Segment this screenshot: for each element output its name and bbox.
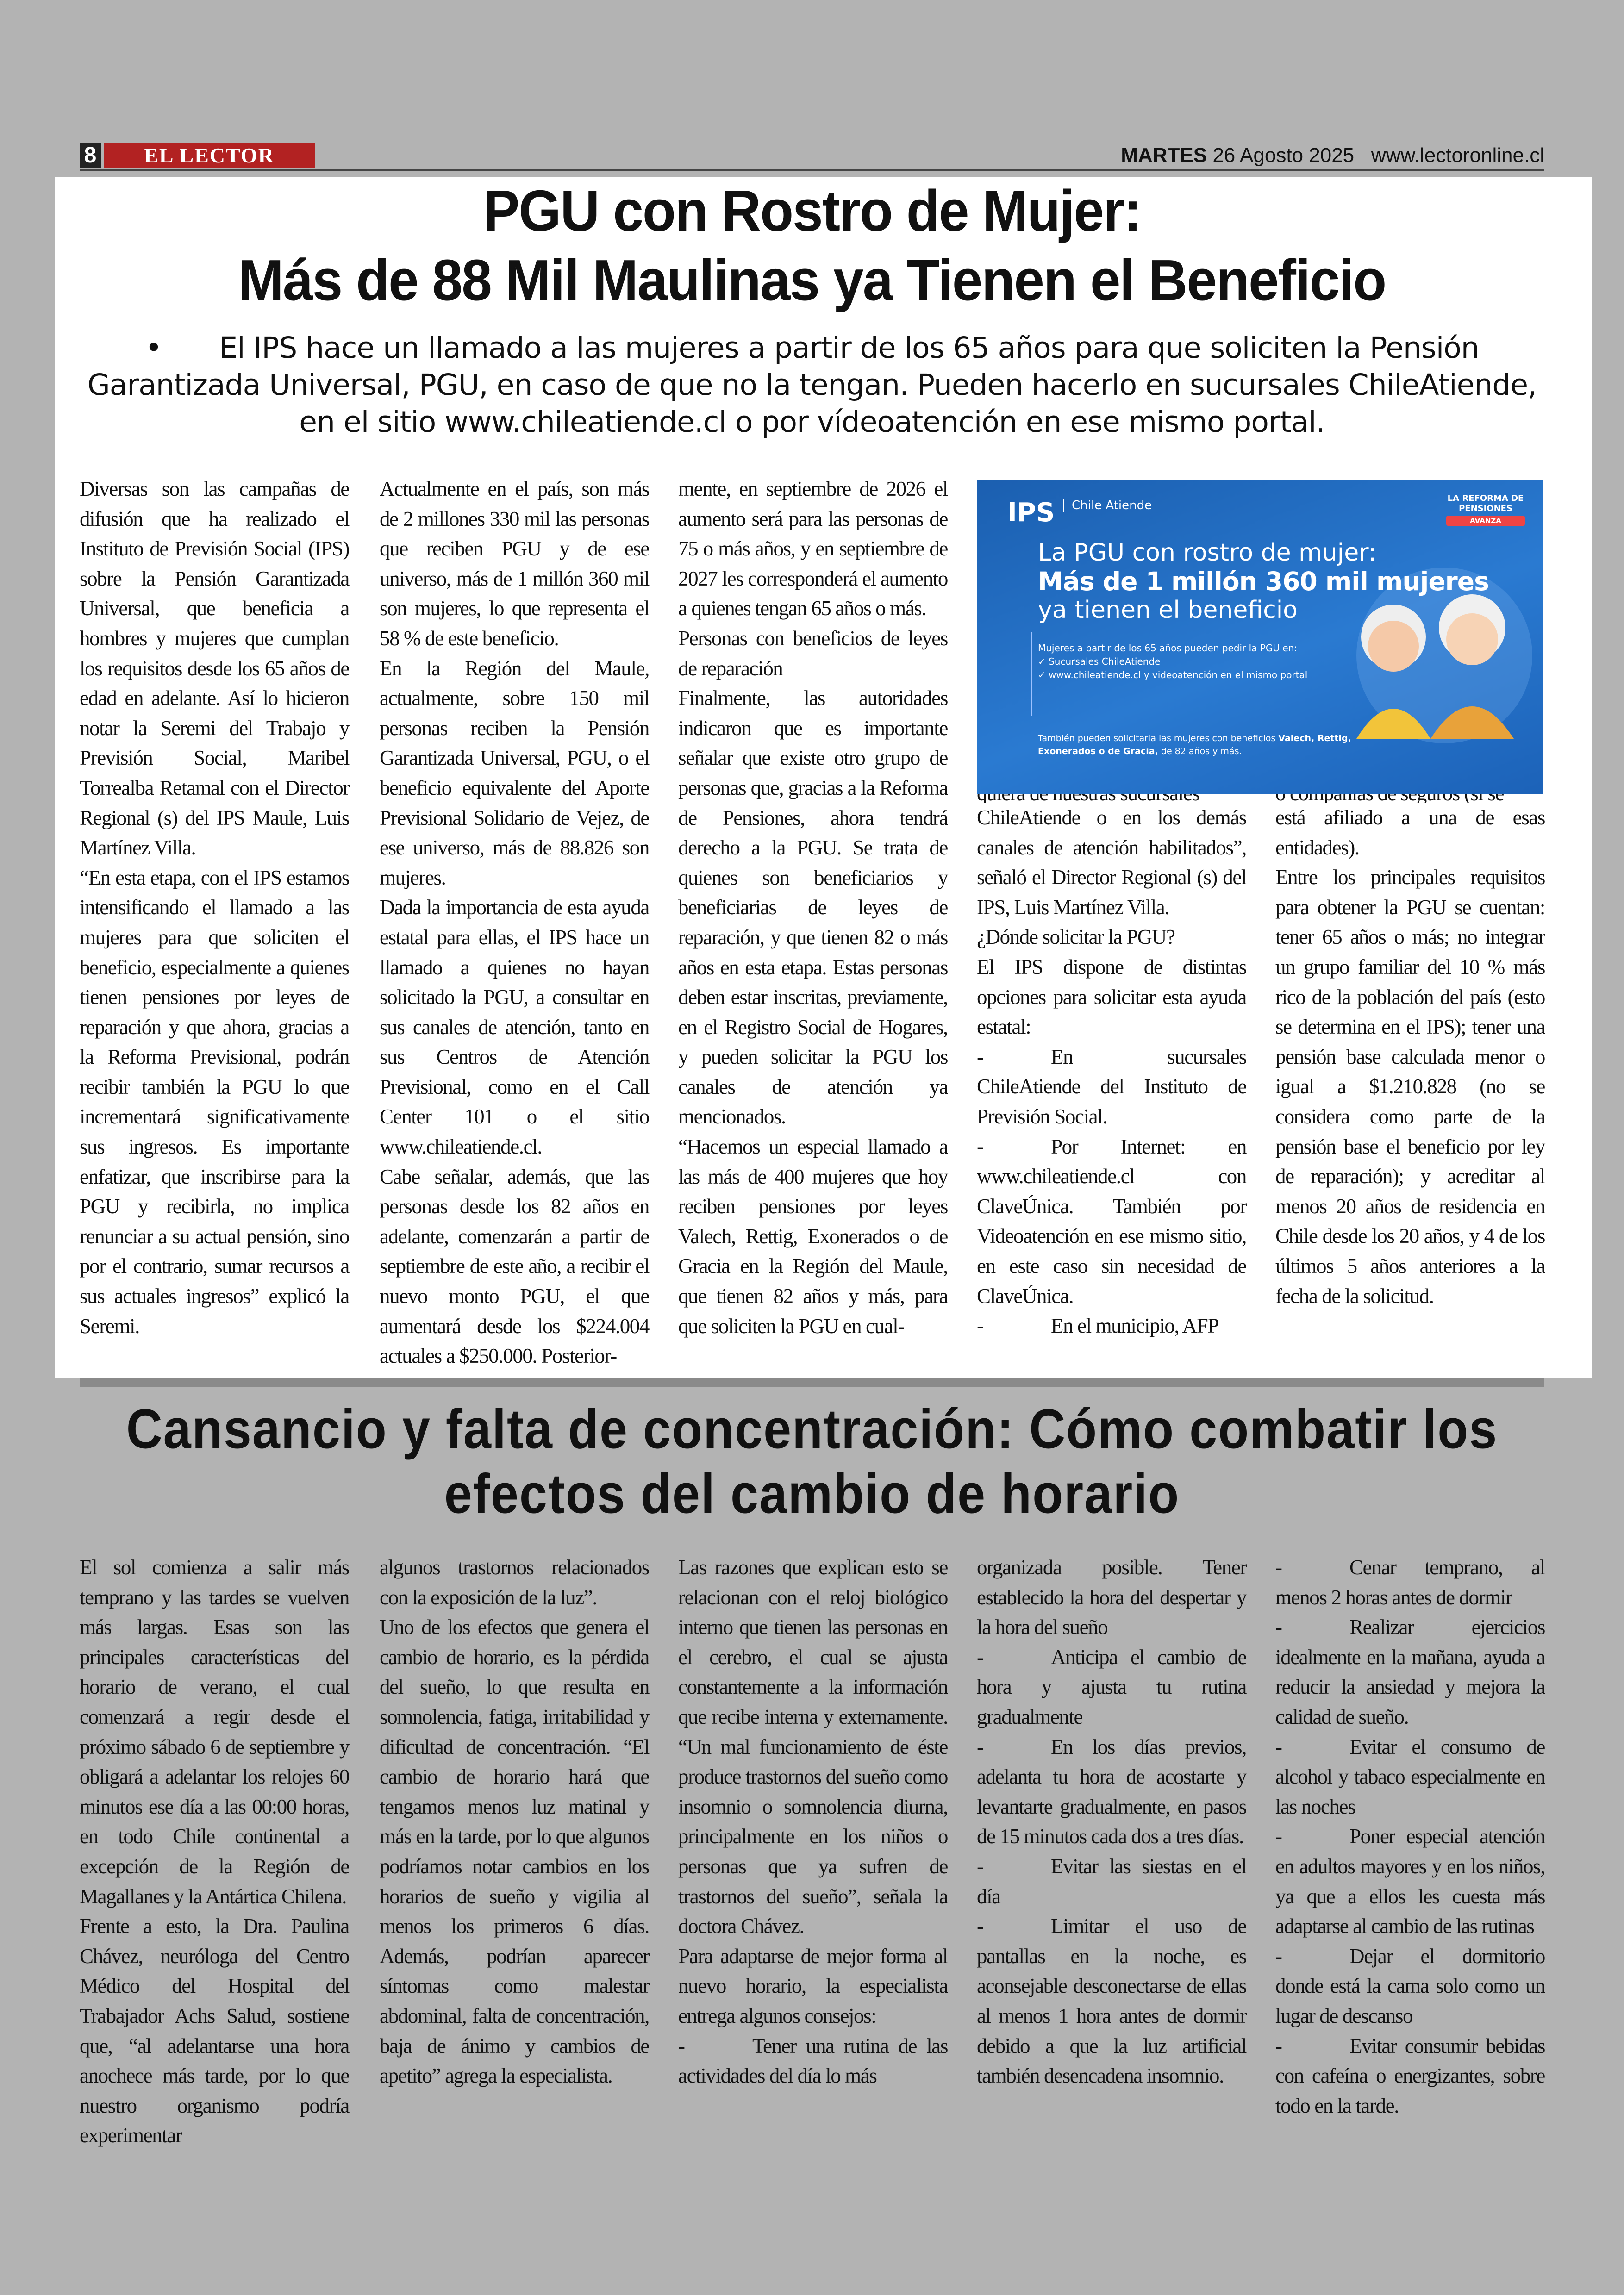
article1-column-3: [678, 474, 948, 1341]
page-header: [80, 141, 1544, 168]
article1-subtitle-text: El IPS hace un llamado a las mujeres a partir de los 65 años para que soliciten la Pensión Garantizada Universal, PGU, en caso de que no la tengan. Pueden hacerlo en sucursales ChileAtiende, en el sitio www.chileatiende.cl o por vídeoatención en ese mismo portal.: [87, 331, 1537, 439]
article2-column-1: [80, 1553, 349, 2151]
dash: -: [977, 1854, 983, 1878]
ips-logo: IPS: [1007, 498, 1055, 528]
header-divider: [80, 169, 1544, 171]
paragraph: Uno de los efectos que genera el cambio de horario, es la pérdida del sueño, lo que resulta en somnolencia, fatiga, irritabilidad y dificultad de concentración. “El cambio de horario hará que tengamos menos luz matinal y más en la tarde, por lo que algunos podríamos notar cambios en los horarios de sueño y vigilia al menos los primeros 6 días. Además, podrían aparecer síntomas como malestar abdominal, falta de concentración, baja de ánimo y cambios de apetito” agrega la especialista.: [380, 1615, 649, 2088]
issue-date: [1121, 143, 1544, 168]
list-item: - Cenar temprano, al menos 2 horas antes de dormir: [1275, 1553, 1545, 1612]
article1-column-5: [1275, 803, 1545, 1311]
paragraph: Diversas son las campañas de difusión que ha realizado el Instituto de Previsión Social (IPS) sobre la Pensión Garantizada Universal, que beneficia a hombres y mujeres que cumplan los requisitos desde los 65 años de edad en adelante. Así lo hicieron notar la Seremi del Trabajo y Previsión Social, Maribel Torrealba Retamal con el Director Regional (s) del IPS Maule, Luis Martínez Villa.: [80, 477, 349, 860]
list-item: - Anticipa el cambio de hora y ajusta tu rutina gradualmente: [977, 1642, 1246, 1732]
paragraph: Frente a esto, la Dra. Paulina Chávez, neuróloga del Centro Médico del Hospital del Trabajador Achs Salud, sostiene que, “al adelantarse una hora anochece más tarde, por lo que nuestro organismo podría experimentar: [80, 1915, 349, 2147]
banner-divider: [1031, 632, 1032, 716]
banner-line2: Más de 1 millón 360 mil mujeres: [1038, 567, 1489, 596]
dash: -: [678, 2034, 685, 2058]
chileatiende-logo: Chile Atiende: [1063, 499, 1152, 512]
paragraph: está afiliado a una de esas entidades).: [1275, 806, 1545, 859]
bullet-icon: •: [145, 331, 162, 365]
article2-title-line2: efectos del cambio de horario: [444, 1462, 1180, 1525]
banner-line3: ya tienen el beneficio: [1038, 596, 1298, 624]
paragraph: El sol comienza a salir más temprano y las tardes se vuelven más largas. Esas son las principales características del horario de verano, el cual comenzará a regir desde el próximo sábado 6 de septiembre y obligará a adelantar los relojes 60 minutos ese día a las 00:00 horas, en todo Chile continental a excepción de la Región de Magallanes y la Antártica Chilena.: [80, 1556, 349, 1908]
article1-column-4: [977, 803, 1246, 1341]
list-item: - Dejar el dormitorio donde está la cama solo como un lugar de descanso: [1275, 1941, 1545, 2031]
list-item: - Evitar consumir bebidas con cafeína o energizantes, sobre todo en la tarde.: [1275, 2031, 1545, 2121]
dash: -: [1275, 1615, 1282, 1639]
dash: -: [1275, 1825, 1282, 1848]
paragraph: Para adaptarse de mejor forma al nuevo horario, la especialista entrega algunos consejos:: [678, 1944, 948, 2027]
article1-column-2: [380, 474, 649, 1371]
dash: -: [977, 1645, 983, 1669]
paragraph: “En esta etapa, con el IPS estamos intensificando el llamado a las mujeres para que soliciten el beneficio, especialmente a quienes tienen pensiones por leyes de reparación y que ahora, gracias a la Reforma Previsional, podrán recibir también la PGU lo que incrementará significativamente sus ingresos. Es importante enfatizar, que inscribirse para la PGU y recibirla, no implica renunciar a su actual pensión, sino por el contrario, sumar recursos a sus actuales ingresos” explicó la Seremi.: [80, 866, 349, 1338]
dash: -: [977, 1045, 983, 1068]
dash: -: [977, 1735, 983, 1759]
paragraph: En la Región del Maule, actualmente, sobre 150 mil personas reciben la Pensión Garantizada Universal, PGU, o el beneficio equivalente del Aporte Previsional Solidario de Vejez, de ese universo, más de 88.826 son mujeres.: [380, 656, 649, 889]
article2-column-4: [977, 1553, 1246, 2091]
banner-info: Mujeres a partir de los 65 años pueden pedir la PGU en: ✓ Sucursales ChileAtiende ✓ www.chileatiende.cl y videoatención en el mismo portal: [1038, 642, 1308, 680]
paragraph: organizada posible. Tener establecido la hora del despertar y la hora del sueño: [977, 1556, 1246, 1639]
paragraph: Finalmente, las autoridades indicaron que es importante señalar que existe otro grupo de personas que, gracias a la Reforma de Pensiones, ahora tendrá derecho a la PGU. Se trata de quienes son beneficiarios y beneficiarias de leyes de reparación, y que tienen 82 o más años en esta etapa. Estas personas deben estar inscritas, previamente, en el Registro Social de Hogares, y pueden solicitar la PGU los canales de atención ya mencionados.: [678, 686, 948, 1129]
dash: -: [977, 1135, 983, 1158]
paragraph: “Hacemos un especial llamado a las más de 400 mujeres que hoy reciben pensiones por leyes Valech, Rettig, Exonerados o de Gracia en la Región del Maule, que tienen 82 años y más, para que soliciten la PGU en cual-: [678, 1135, 948, 1338]
list-item: - Realizar ejercicios idealmente en la mañana, ayuda a reducir la ansiedad y mejora la calidad de sueño.: [1275, 1612, 1545, 1732]
ips-promo-banner: [977, 480, 1543, 794]
page-number: 8: [80, 143, 101, 168]
dash: -: [1275, 1735, 1282, 1759]
dash: -: [977, 1915, 983, 1938]
dash: -: [1275, 1944, 1282, 1968]
list-item: - Tener una rutina de las actividades del día lo más: [678, 2031, 948, 2091]
list-item: - En el municipio, AFP: [977, 1311, 1246, 1341]
list-item: - Evitar las siestas en el día: [977, 1852, 1246, 1911]
banner-line1: La PGU con rostro de mujer:: [1038, 539, 1377, 567]
paragraph: Dada la importancia de esta ayuda estatal para ellas, el IPS hace un llamado a quienes no hayan solicitado la PGU, a consultar en sus canales de atención, tanto en sus Centros de Atención Previsional, como en el Call Center 101 o el sitio www.chileatiende.cl.: [380, 896, 649, 1159]
paragraph: algunos trastornos relacionados con la exposición de la luz”.: [380, 1556, 649, 1609]
list-item: - Poner especial atención en adultos mayores y en los niños, ya que a ellos les cuesta más adaptarse al cambio de las rutinas: [1275, 1821, 1545, 1941]
dash: -: [1275, 1556, 1282, 1579]
weekday: MARTES: [1121, 144, 1207, 167]
reform-tag: LA REFORMA DE PENSIONES AVANZA: [1446, 493, 1525, 526]
list-item: - En los días previos, adelanta tu hora de acostarte y levantarte gradualmente, en pasos de 15 minutos cada dos a tres días.: [977, 1732, 1246, 1852]
paragraph: El IPS dispone de distintas opciones para solicitar esta ayuda estatal:: [977, 955, 1246, 1039]
article1-column-1: [80, 474, 349, 1341]
paragraph: Entre los principales requisitos para obtener la PGU se cuentan: tener 65 años o más; no integrar un grupo familiar del 10 % más rico de la población del país (esto se determina en el IPS); tener una pensión base calculada menor o igual a $1.210.828 (no se considera como parte de la pensión base el beneficio por ley de reparación); y acreditar al menos 20 años de residencia en Chile desde los 20 años, y 4 de los últimos 5 años anteriores a la fecha de la solicitud.: [1275, 866, 1545, 1308]
article1-title-line1: PGU con Rostro de Mujer:: [483, 179, 1141, 243]
article2-column-2: [380, 1553, 649, 2091]
list-item: - En sucursales ChileAtiende del Instituto de Previsión Social.: [977, 1042, 1246, 1132]
subheading: ¿Dónde solicitar la PGU?: [977, 925, 1175, 949]
list-item: - Limitar el uso de pantallas en la noche, es aconsejable desconectarse de ellas al menos 1 hora antes de dormir debido a que la luz artificial también desencadena insomnio.: [977, 1911, 1246, 2091]
paragraph: Cabe señalar, además, que las personas desde los 82 años en adelante, comenzarán a partir de septiembre de este año, a recibir el nuevo monto PGU, el que aumentará desde los $224.004 actuales a $250.000. Posterior-: [380, 1165, 649, 1368]
article1-title-line2: Más de 88 Mil Maulinas ya Tienen el Beneficio: [238, 248, 1386, 313]
article2-title-line1: Cansancio y falta de concentración: Cómo combatir los: [126, 1397, 1498, 1460]
section-divider: [80, 1378, 1544, 1387]
date: 26 Agosto 2025: [1212, 144, 1355, 167]
article2-column-5: [1275, 1553, 1545, 2120]
dash: -: [1275, 2034, 1282, 2058]
subheading: Personas con beneficios de leyes de reparación: [678, 626, 948, 680]
paragraph: mente, en septiembre de 2026 el aumento será para las personas de 75 o más años, y en septiembre de 2027 les corresponderá el aumento a quienes tengan 65 años o más.: [678, 477, 948, 620]
list-item: - Por Internet: en www.chileatiende.cl con ClaveÚnica. También por Videoatención en ese mismo sitio, en este caso sin necesidad de ClaveÚnica.: [977, 1132, 1246, 1311]
paragraph: Las razones que explican esto se relacionan con el reloj biológico interno que tienen las personas en el cerebro, el cual se ajusta constantemente a la información que recibe interna y externamente. “Un mal funcionamiento de éste produce trastornos del sueño como insomnio o somnolencia diurna, principalmente en los niños o personas que ya sufren de trastornos del sueño”, señala la doctora Chávez.: [678, 1556, 948, 1938]
list-item: - Evitar el consumo de alcohol y tabaco especialmente en las noches: [1275, 1732, 1545, 1822]
paragraph: Actualmente en el país, son más de 2 millones 330 mil las personas que reciben PGU y de ese universo, más de 1 millón 360 mil son mujeres, lo que representa el 58 % de este beneficio.: [380, 477, 649, 650]
paragraph: ChileAtiende o en los demás canales de atención habilitados”, señaló el Director Regional (s) del IPS, Luis Martínez Villa.: [977, 806, 1246, 919]
website-link[interactable]: www.lectoronline.cl: [1371, 144, 1544, 167]
article2-column-3: [678, 1553, 948, 2091]
dash: -: [977, 1314, 983, 1338]
banner-footnote: También pueden solicitarla las mujeres con beneficios Valech, Rettig, Exonerados o de Gracia, de 82 años y más.: [1038, 733, 1351, 756]
newspaper-logo: EL LECTOR: [104, 143, 315, 168]
article1-subtitle: [80, 330, 1544, 441]
